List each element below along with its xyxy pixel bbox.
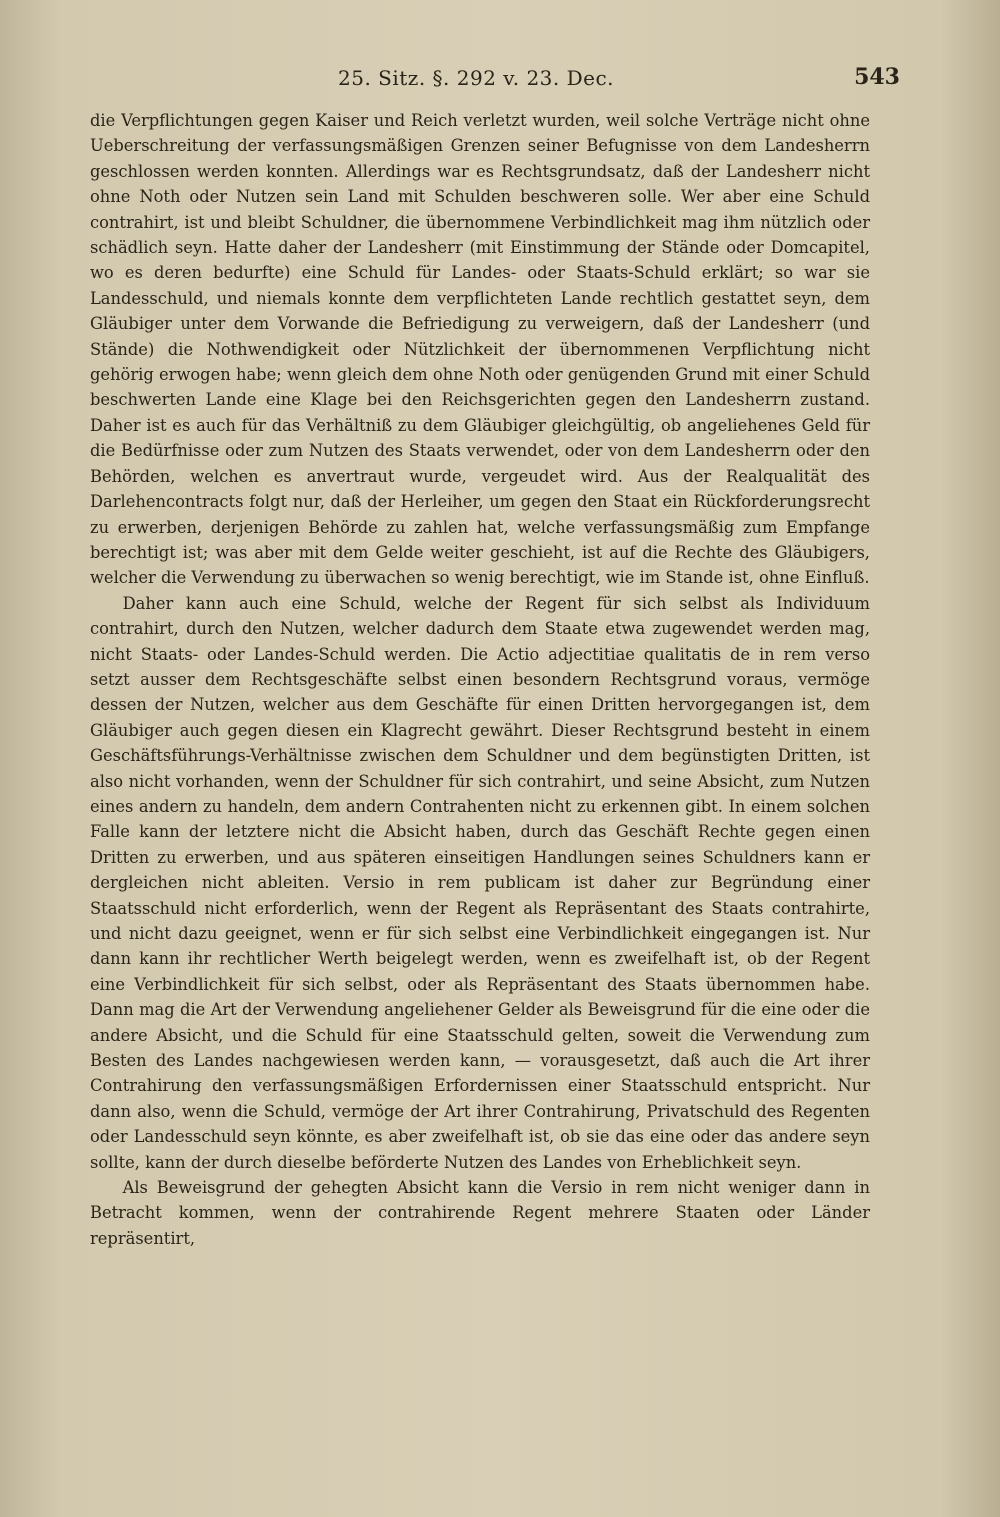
paragraph: Daher kann auch eine Schuld, welche der Regent für sich selbst als Individuum contrahirt, durch den Nutzen, welcher dadurch dem Staate etwa zugewendet werden mag, nicht Staats- oder Landes-Schuld werden. Die Actio adjectitiae qualitatis de in rem verso setzt ausser dem Rechtsgeschäfte selbst einen besondern Rechtsgrund voraus, vermöge dessen der Nutzen, welcher aus dem Geschäfte für einen Dritten hervorgegangen ist, dem Gläubiger auch gegen diesen ein Klagrecht gewährt. Dieser Rechtsgrund besteht in einem Geschäftsführungs-Verhältnisse zwischen dem Schuldner und dem begünstigten Dritten, ist also nicht vorhanden, wenn der Schuldner für sich contrahirt, und seine Absicht, zum Nutzen eines andern zu handeln, dem andern Contrahenten nicht zu erkennen gibt. In einem solchen Falle kann der letztere nicht die Absicht haben, durch das Geschäft Rechte gegen einen Dritten zu erwerben, und aus späteren einseitigen Handlungen seines Schuldners kann er dergleichen nicht ableiten. Versio in rem publicam ist daher zur Begründung einer Staatsschuld nicht erforderlich, wenn der Regent als Repräsentant des Staats contrahirte, und nicht dazu geeignet, wenn er für sich selbst eine Verbindlichkeit eingegangen ist. Nur dann kann ihr rechtlicher Werth beigelegt werden, wenn es zweifelhaft ist, ob der Regent eine Verbindlichkeit für sich selbst, oder als Repräsentant des Staats übernommen habe. Dann mag die Art der Verwendung angeliehener Gelder als Beweisgrund für die eine oder die andere Absicht, und die Schuld für eine Staatsschuld gelten, soweit die Verwendung zum Besten des Landes nachgewiesen werden kann, — vorausgesetzt, daß auch die Art ihrer Contrahirung den verfassungsmäßigen Erfordernissen einer Staatsschuld entspricht. Nur dann also, wenn die Schuld, vermöge der Art ihrer Contrahirung, Privatschuld des Regenten oder Landesschuld seyn könnte, es aber zweifelhaft ist, ob sie das eine oder das andere seyn sollte, kann der durch dieselbe beförderte Nutzen des Landes von Erheblichkeit seyn. xyxy=(90,593,870,1172)
running-head: 25. Sitz. §. 292 v. 23. Dec. xyxy=(338,66,615,90)
body-text xyxy=(90,108,870,1251)
paragraph: Als Beweisgrund der gehegten Absicht kann die Versio in rem nicht weniger dann in Betracht kommen, wenn der contrahirende Regent mehrere Staaten oder Länder repräsentirt, xyxy=(90,1178,870,1248)
page-number: 543 xyxy=(854,64,900,90)
page-header xyxy=(88,62,900,98)
paragraph-continued: die Verpflichtungen gegen Kaiser und Reich verletzt wurden, weil solche Verträge nicht ohne Ueberschreitung der verfassungsmäßigen Grenzen seiner Befugnisse von dem Landesherrn geschlossen werden konnten. Allerdings war es Rechtsgrundsatz, daß der Landesherr nicht ohne Noth oder Nutzen sein Land mit Schulden beschweren solle. Wer aber eine Schuld contrahirt, ist und bleibt Schuldner, die übernommene Verbindlichkeit mag ihm nützlich oder schädlich seyn. Hatte daher der Landesherr (mit Einstimmung der Stände oder Domcapitel, wo es deren bedurfte) eine Schuld für Landes- oder Staats-Schuld erklärt; so war sie Landesschuld, und niemals konnte dem verpflichteten Lande rechtlich gestattet seyn, dem Gläubiger unter dem Vorwande die Befriedigung zu verweigern, daß der Landesherr (und Stände) die Nothwendigkeit oder Nützlichkeit der übernommenen Verpflichtung nicht gehörig erwogen habe; wenn gleich dem ohne Noth oder genügenden Grund mit einer Schuld beschwerten Lande eine Klage bei den Reichsgerichten gegen den Landesherrn zustand. Daher ist es auch für das Verhältniß zu dem Gläubiger gleichgültig, ob angeliehenes Geld für die Bedürfnisse oder zum Nutzen des Staats verwendet, oder von dem Landesherrn oder den Behörden, welchen es anvertraut wurde, vergeudet wird. Aus der Realqualität des Darlehencontracts folgt nur, daß der Herleiher, um gegen den Staat ein Rückforderungsrecht zu erwerben, derjenigen Behörde zu zahlen hat, welche verfassungsmäßig zum Empfange berechtigt ist; was aber mit dem Gelde weiter geschieht, ist auf die Rechte des Gläubigers, welcher die Verwendung zu überwachen so wenig berechtigt, wie im Stande ist, ohne Einfluß. xyxy=(90,111,870,588)
